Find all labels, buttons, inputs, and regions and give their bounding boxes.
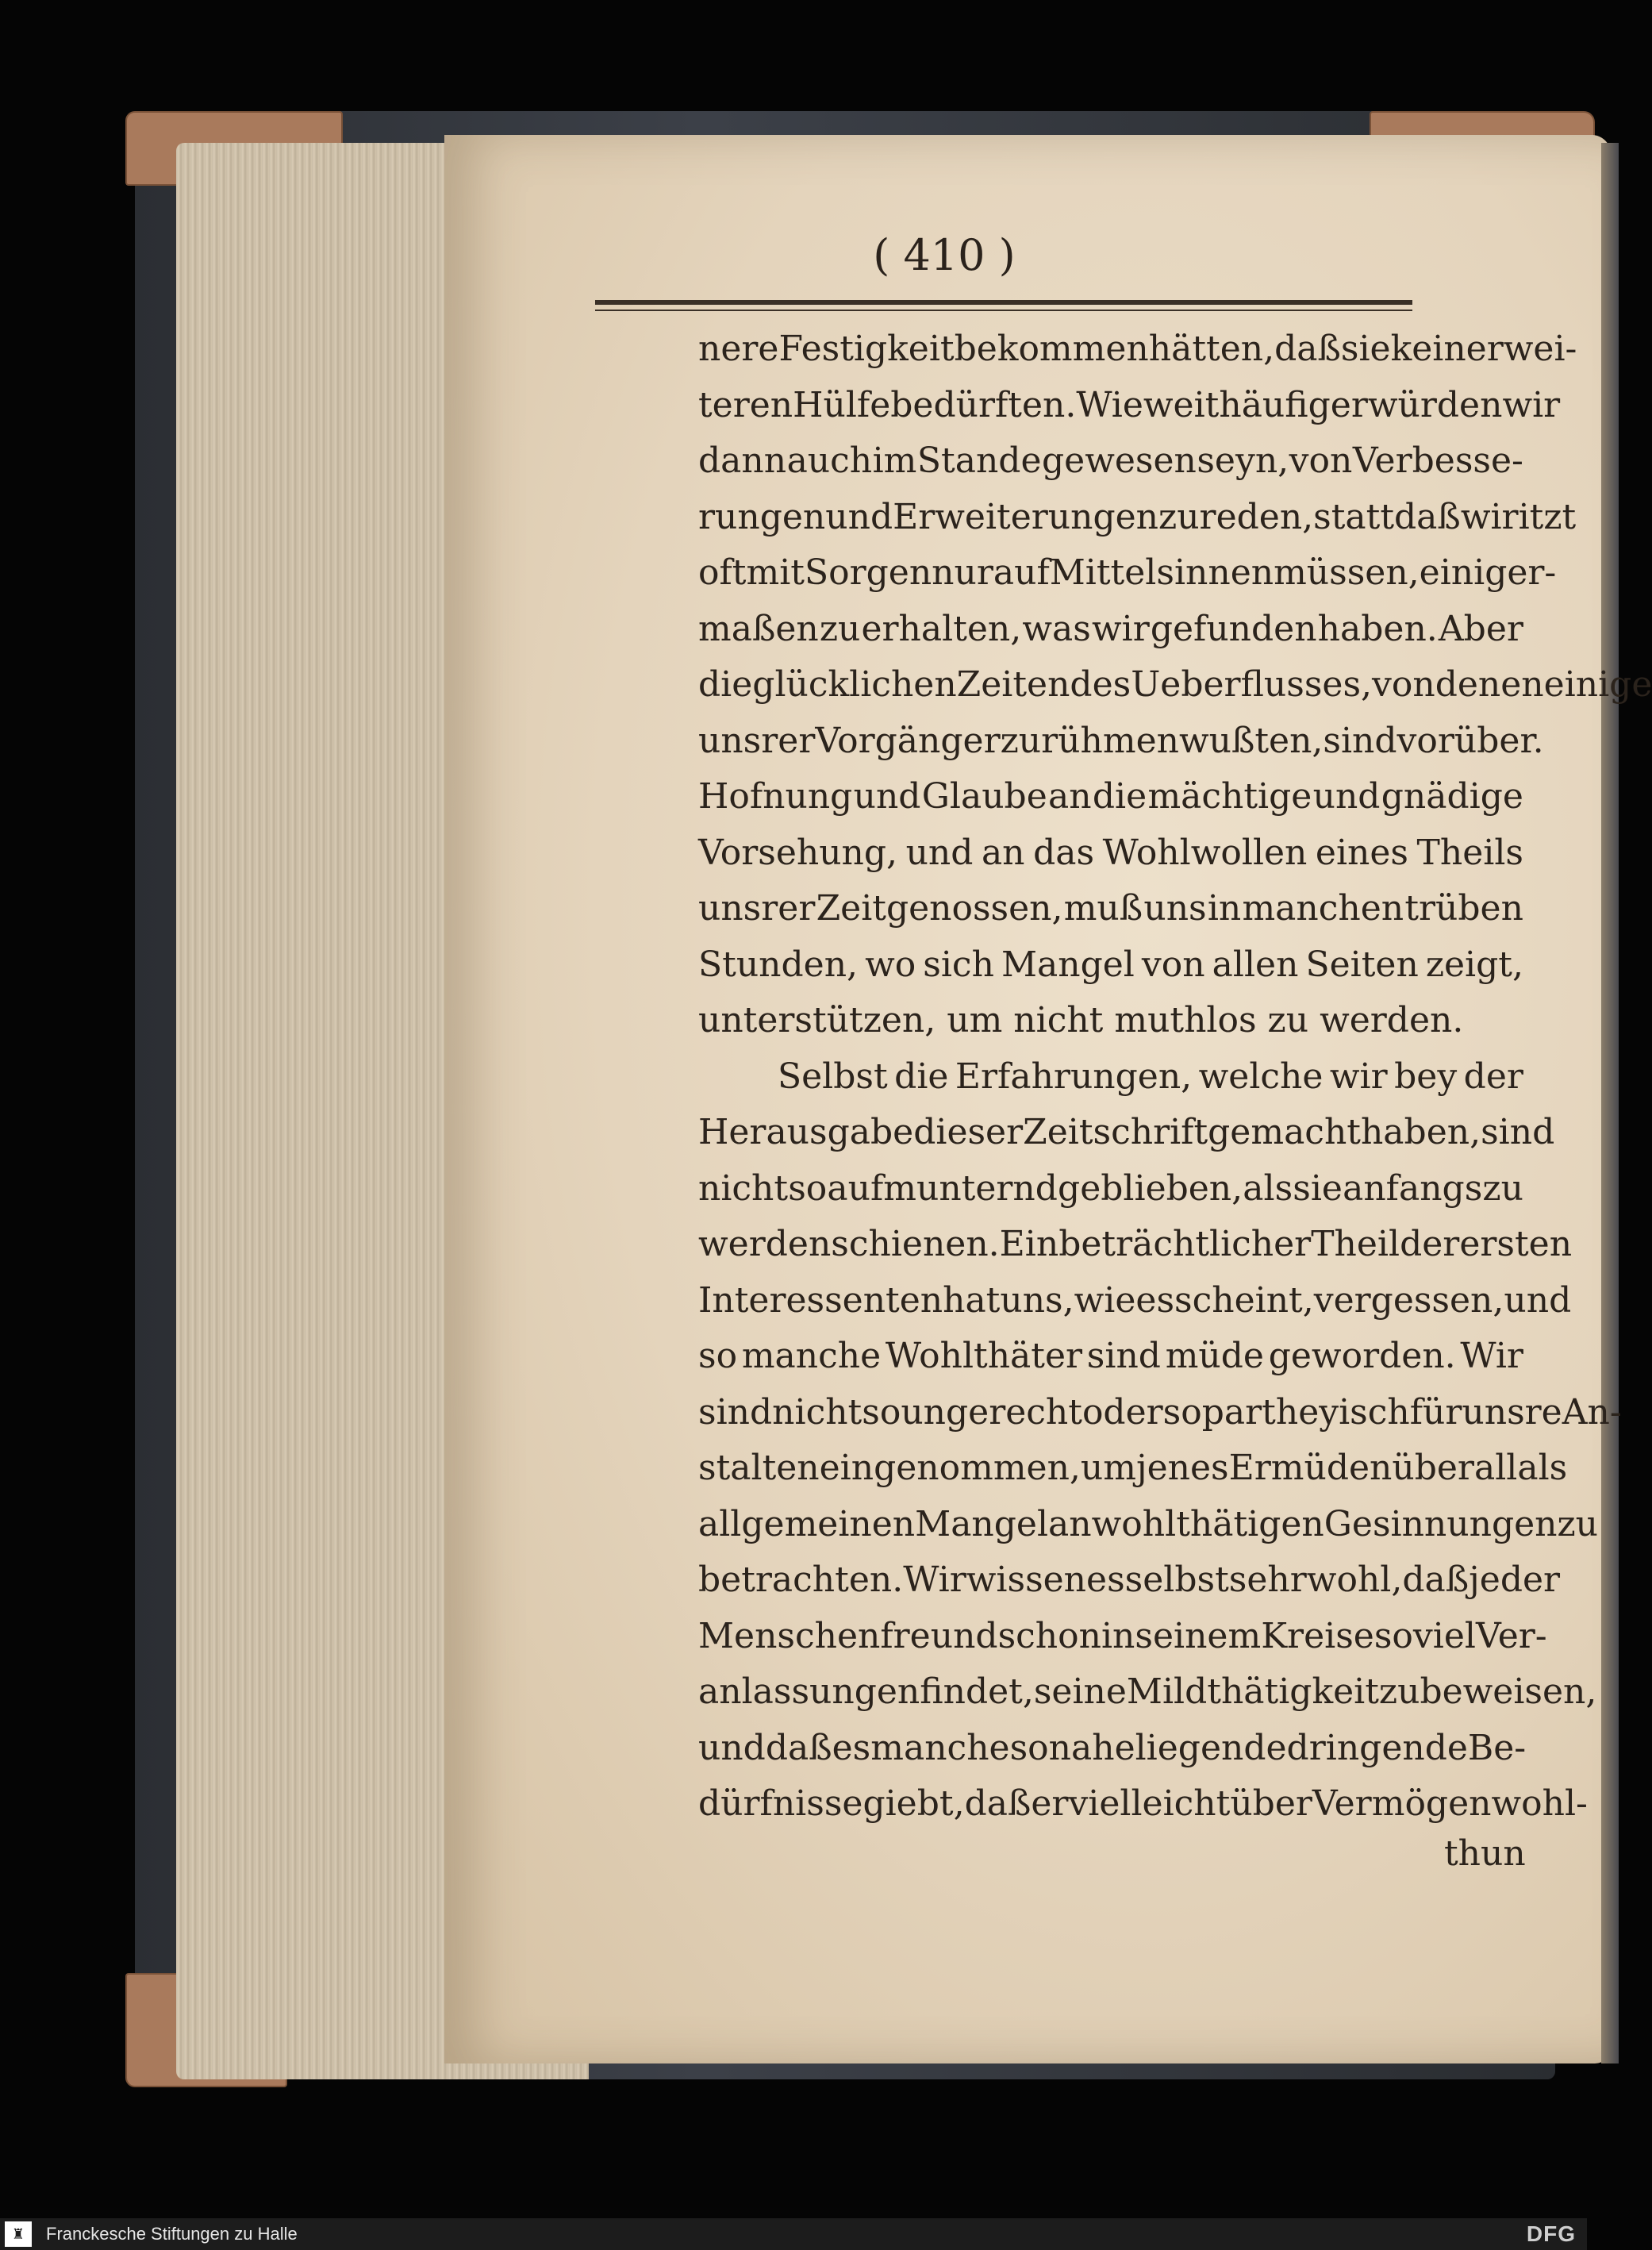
text-line: unsrer Vorgänger zu rühmen wußten, sind vorüber. [698, 720, 1544, 761]
text-line: Hofnung und Glaube an die mächtige und gnädige [698, 776, 1523, 817]
page-header [595, 230, 1277, 302]
page-number: ( 410 ) [873, 230, 1016, 280]
text-line: Herausgabe dieser Zeitschrift gemacht haben, sind [698, 1112, 1555, 1152]
text-line: allgemeinen Mangel an wohlthätigen Gesinnungen zu [698, 1503, 1599, 1544]
text-line: betrachten. Wir wissen es selbst sehr wohl, daß jeder [698, 1560, 1561, 1600]
text-line: Interessenten hat uns, wie es scheint, vergessen, und [698, 1279, 1572, 1321]
text-line: unsrer Zeitgenossen, muß uns in manchen trüben [698, 888, 1523, 929]
catchword: thun [1444, 1833, 1526, 1874]
dfg-logo: DFG [1526, 2221, 1576, 2246]
text-line: Menschenfreund schon in seinem Kreise so viel Ver- [698, 1615, 1547, 1656]
header-rule-thin [595, 310, 1412, 311]
viewer-footer [0, 2218, 1587, 2250]
text-line: stalten eingenommen, um jenes Ermüden überall als [698, 1448, 1568, 1488]
institution-label: Franckesche Stiftungen zu Halle [46, 2224, 298, 2244]
header-rule-thick [595, 300, 1412, 305]
text-line: Stunden, wo sich Mangel von allen Seiten zeigt, [698, 944, 1523, 985]
text-line: oft mit Sorgen nur auf Mittel sinnen müssen, einiger- [698, 552, 1557, 593]
text-line: dann auch im Stande gewesen seyn, von Verbesse- [698, 440, 1523, 481]
text-line: Vorsehung, und an das Wohlwollen eines Theils [698, 832, 1523, 873]
text-line: teren Hülfe bedürften. Wie weit häufiger würden wir [698, 384, 1561, 425]
text-line: anlassungen findet, seine Mildthätigkeit zu beweisen, [698, 1671, 1597, 1712]
page-right-edge [1601, 143, 1619, 2063]
text-line: Selbst die Erfahrungen, welche wir bey der [778, 1056, 1523, 1097]
text-line: so manche Wohlthäter sind müde geworden. Wir [698, 1336, 1523, 1376]
text-line: nicht so aufmunternd geblieben, als sie anfangs zu [698, 1167, 1523, 1209]
text-line: die glücklichen Zeiten des Ueberflusses, von denen einige [698, 664, 1652, 705]
text-line: rungen und Erweiterungen zu reden, statt daß wir itzt [698, 496, 1577, 537]
text-line: werden schienen. Ein beträchtlicher Theil der ersten [698, 1224, 1573, 1264]
text-line: und daß es manche so nahe liegende dringende Be- [698, 1727, 1527, 1768]
text-line: unterstützen, um nicht muthlos zu werden. [698, 1000, 1464, 1040]
text-line: dürfnisse giebt, daß er vielleicht über Vermögen wohl- [698, 1783, 1588, 1824]
text-line: maßen zu erhalten, was wir gefunden haben. Aber [698, 608, 1523, 649]
text-line: sind nicht so ungerecht oder so partheyisch für unsre An- [698, 1391, 1622, 1433]
francke-crest-icon: ♜ [5, 2221, 32, 2247]
text-line: nere Festigkeit bekommen hätten, daß sie keiner wei- [698, 329, 1577, 369]
